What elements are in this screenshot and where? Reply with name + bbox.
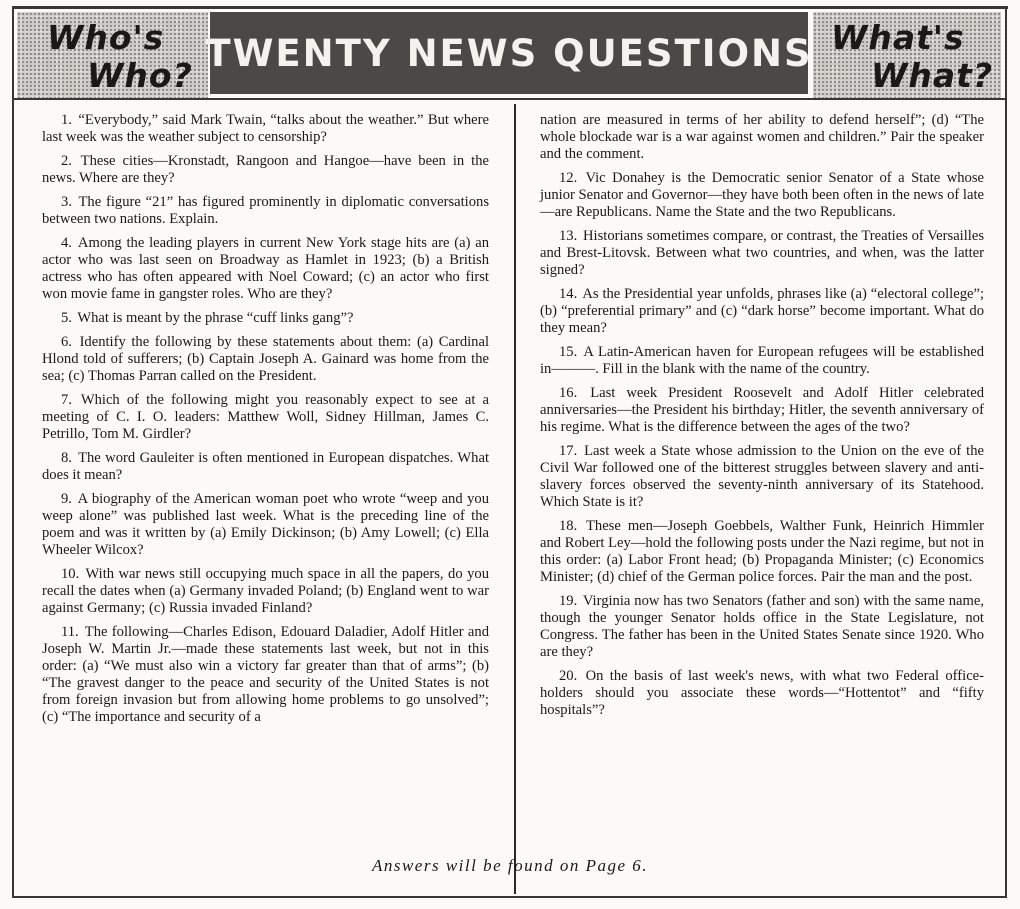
question-11 bbox=[42, 624, 489, 726]
question-text: The figure “21” has figured prominently in diplomatic conversations between two nations. Explain. bbox=[42, 194, 489, 227]
answers-footer: Answers will be found on Page 6. bbox=[371, 856, 649, 875]
whos-label: Who's bbox=[47, 18, 165, 57]
right-column bbox=[540, 112, 984, 726]
question-number: 16. bbox=[559, 385, 578, 401]
question-text: Last week President Roosevelt and Adolf Hitler celebrated anniversaries—the President his birthday; Hitler, the seventh anniversary of his regime. What is the difference between the ages of the two? bbox=[540, 385, 984, 435]
question-number: 20. bbox=[559, 668, 578, 684]
question-12 bbox=[540, 170, 984, 221]
question-text: Among the leading players in current New York stage hits are (a) an actor who was last seen on Broadway as Hamlet in 1923; (b) a British actress who has often appeared with Noel Coward; (c) an actor who first won movie fame in gangster roles. Who are they? bbox=[42, 235, 489, 302]
question-text: Vic Donahey is the Democratic senior Senator of a State whose junior Senator and Governor—they have both been often in the news of late—are Republicans. Name the State and the two Republicans. bbox=[540, 170, 985, 220]
header-rule bbox=[12, 98, 1007, 100]
question-20 bbox=[540, 668, 984, 719]
left-column bbox=[42, 112, 489, 733]
question-number: 19. bbox=[559, 593, 578, 609]
question-3 bbox=[42, 194, 489, 228]
question-text: Which of the following might you reasonably expect to see at a meeting of C. I. O. leaders: Matthew Woll, Sidney Hillman, James C. Petrillo, Tom M. Girdler? bbox=[42, 392, 489, 442]
question-number: 18. bbox=[559, 518, 578, 534]
question-18 bbox=[540, 518, 984, 586]
question-text: The word Gauleiter is often mentioned in European dispatches. What does it mean? bbox=[42, 450, 489, 483]
question-17 bbox=[540, 443, 984, 511]
question-text: As the Presidential year unfolds, phrases like (a) “electoral college”; (b) “preferential primary” and (c) “dark horse” become important. What do they mean? bbox=[540, 286, 985, 336]
question-text: A Latin-American haven for European refugees will be established in———. Fill in the blank with the name of the country. bbox=[540, 344, 985, 377]
what-label: What? bbox=[871, 56, 994, 95]
question-number: 6. bbox=[61, 334, 72, 350]
question-text: “Everybody,” said Mark Twain, “talks about the weather.” But where last week was the weather subject to censorship? bbox=[42, 112, 489, 145]
question-16 bbox=[540, 385, 984, 436]
question-number: 13. bbox=[559, 228, 578, 244]
question-number: 3. bbox=[61, 194, 72, 210]
page-title: TWENTY NEWS QUESTIONS bbox=[205, 31, 813, 75]
question-11-continued: nation are measured in terms of her ability to defend herself”; (d) “The whole blockade war is a war against women and children.” Pair the speaker and the comment. bbox=[540, 112, 984, 162]
question-text: Virginia now has two Senators (father and son) with the same name, though the younger Senator holds office in the State Legislature, not Congress. The father has been in the United States Senate since 1920. Who are they? bbox=[540, 593, 985, 660]
question-5 bbox=[42, 310, 489, 327]
question-number: 9. bbox=[61, 491, 72, 507]
question-text: Identify the following by these statements about them: (a) Cardinal Hlond told of sufferers; (b) Captain Joseph A. Gainard was home from the sea; (c) Thomas Parran called on the President. bbox=[42, 334, 489, 384]
question-number: 2. bbox=[61, 153, 72, 169]
frame-right-line bbox=[1005, 6, 1007, 898]
whats-label: What's bbox=[831, 18, 965, 57]
question-text: With war news still occupying much space in all the papers, do you recall the dates when (a) Germany invaded Poland; (b) England went to war against Germany; (c) Russia invaded Finland? bbox=[42, 566, 489, 616]
question-14 bbox=[540, 286, 984, 337]
whats-what-panel bbox=[813, 12, 1001, 98]
question-number: 14. bbox=[559, 286, 578, 302]
question-15 bbox=[540, 344, 984, 378]
question-number: 7. bbox=[61, 392, 72, 408]
frame-top-line bbox=[12, 6, 1008, 9]
question-1 bbox=[42, 112, 489, 146]
question-text: A biography of the American woman poet who wrote “weep and you weep alone” was published last week. What is the preceding line of the poem and was it written by (a) Emily Dickinson; (b) Amy Lowell; (c) Ella Wheeler Wilcox? bbox=[42, 491, 490, 558]
question-number: 5. bbox=[61, 310, 72, 326]
frame-bottom-line bbox=[12, 896, 1007, 898]
column-divider bbox=[514, 104, 516, 894]
question-7 bbox=[42, 392, 489, 443]
question-text: These men—Joseph Goebbels, Walther Funk, Heinrich Himmler and Robert Ley—hold the following posts under the Nazi regime, but not in this order: (a) Labor Front head; (b) Propaganda Minister; (c) Economics Minister; (d) chief of the German police forces. Pair the man and the post. bbox=[540, 518, 984, 585]
question-13 bbox=[540, 228, 984, 279]
question-text: Historians sometimes compare, or contrast, the Treaties of Versailles and Brest-Litovsk. Between what two countries, and when, was the latter signed? bbox=[540, 228, 985, 278]
question-4 bbox=[42, 235, 489, 303]
question-number: 17. bbox=[559, 443, 578, 459]
question-text: Last week a State whose admission to the Union on the eve of the Civil War followed one of the bitterest struggles between slavery and anti-slavery forces observed the seventy-ninth anniversary of its Statehood. Which State is it? bbox=[540, 443, 984, 510]
question-text: What is meant by the phrase “cuff links gang”? bbox=[77, 310, 354, 326]
who-label: Who? bbox=[87, 56, 193, 95]
question-text: These cities—Kronstadt, Rangoon and Hangoe—have been in the news. Where are they? bbox=[42, 153, 489, 186]
question-19 bbox=[540, 593, 984, 661]
question-number: 1. bbox=[61, 112, 72, 128]
question-number: 12. bbox=[559, 170, 578, 186]
question-number: 15. bbox=[559, 344, 578, 360]
question-text: The following—Charles Edison, Edouard Daladier, Adolf Hitler and Joseph W. Martin Jr.—made these statements last week, but not in this order: (a) “We must also win a victory far greater than that of arms”; (b) “The gravest danger to the peace and security of the United States is not from foreign invasion but from allowing home problems to go unsolved”; (c) “The importance and security of a bbox=[42, 624, 489, 725]
title-banner bbox=[205, 12, 813, 94]
question-number: 4. bbox=[61, 235, 72, 251]
question-text: On the basis of last week's news, with what two Federal office-holders should you associate these words—“Hottentot” and “fifty hospitals”? bbox=[540, 668, 985, 718]
whos-who-panel bbox=[17, 12, 208, 98]
question-number: 10. bbox=[61, 566, 80, 582]
question-10 bbox=[42, 566, 489, 617]
question-2 bbox=[42, 153, 489, 187]
frame-left-line bbox=[12, 6, 14, 898]
question-9 bbox=[42, 491, 489, 559]
question-number: 11. bbox=[61, 624, 79, 640]
question-number: 8. bbox=[61, 450, 72, 466]
question-8 bbox=[42, 450, 489, 484]
question-6 bbox=[42, 334, 489, 385]
